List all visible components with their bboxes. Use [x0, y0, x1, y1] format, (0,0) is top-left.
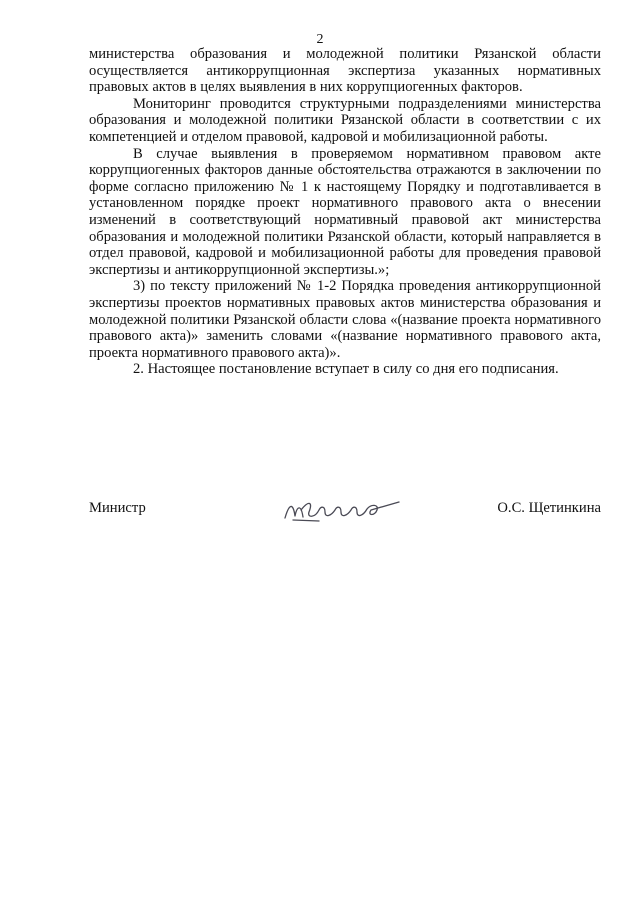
signatory-title: Министр — [89, 500, 146, 516]
paragraph-expertise-continuation: министерства образования и молодежной политики Рязанской области осуществляется антикоррупционная экспертиза указанных нормативных правовых актов в целях выявления в них коррупциогенных факторов. — [89, 46, 601, 96]
handwritten-signature — [279, 496, 409, 526]
signature-block — [89, 496, 601, 536]
page-number: 2 — [316, 32, 324, 47]
signatory-name: О.С. Щетинкина — [497, 500, 601, 516]
document-body — [89, 46, 601, 378]
paragraph-amendment-3: 3) по тексту приложений № 1-2 Порядка проведения антикоррупционной экспертизы проектов нормативных правовых актов министерства образования и молодежной политики Рязанской области слова «(название проекта нормативного правового акта)» заменить словами «(название нормативного правового акта, проекта нормативного правового акта)». — [89, 278, 601, 361]
paragraph-monitoring: Мониторинг проводится структурными подразделениями министерства образования и молодежной политики Рязанской области в соответствии с их компетенцией и отделом правовой, кадровой и мобилизационной работы. — [89, 95, 601, 145]
paragraph-effective-date: 2. Настоящее постановление вступает в силу со дня его подписания. — [133, 361, 559, 378]
paragraph-corruption-factors: В случае выявления в проверяемом нормативном правовом акте коррупциогенных факторов данные обстоятельства отражаются в заключении по форме согласно приложению № 1 к настоящему Порядку и подготавливается в установленном порядке проект нормативного правового акта о внесении изменений в соответствующий нормативный правовой акт министерства образования и молодежной политики Рязанской области, который направляется в отдел правовой, кадровой и мобилизационной работы для проведения правовой экспертизы и антикоррупционной экспертизы.»; — [89, 145, 601, 278]
